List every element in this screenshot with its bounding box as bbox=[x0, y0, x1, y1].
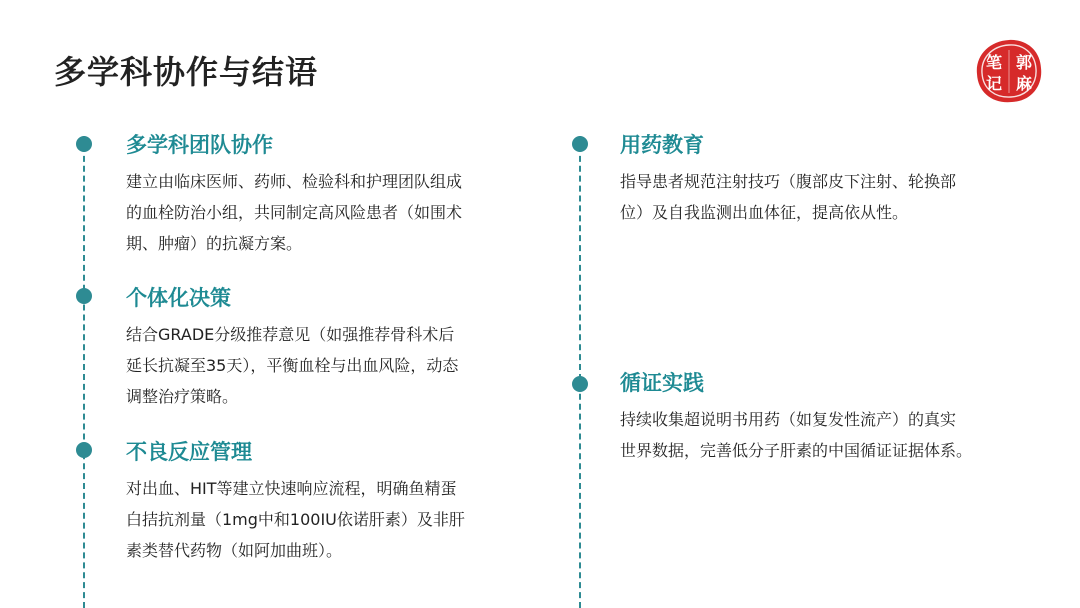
section-body bbox=[126, 166, 536, 259]
section-adverse-reaction-management bbox=[126, 437, 536, 566]
section-medication-education bbox=[620, 130, 1030, 228]
section-body bbox=[620, 166, 1030, 228]
slide-title: 多学科协作与结语 bbox=[54, 53, 319, 91]
timeline-dot bbox=[76, 288, 92, 304]
text-line: 调整治疗策略。 bbox=[126, 387, 239, 406]
timeline-line-right bbox=[579, 136, 581, 608]
text-line: 指导患者规范注射技巧（腹部皮下注射、轮换部 bbox=[620, 172, 957, 191]
section-title: 不良反应管理 bbox=[126, 440, 252, 464]
text-line: 对出血、HIT等建立快速响应流程，明确鱼精蛋 bbox=[126, 479, 457, 498]
svg-text:麻: 麻 bbox=[1015, 74, 1033, 93]
section-individualized-decision bbox=[126, 283, 536, 412]
section-title: 个体化决策 bbox=[126, 286, 231, 310]
timeline-line-left bbox=[83, 136, 85, 608]
section-body bbox=[126, 319, 536, 412]
timeline-dot bbox=[76, 442, 92, 458]
svg-text:笔: 笔 bbox=[985, 53, 1003, 72]
text-line: 世界数据，完善低分子肝素的中国循证证据体系。 bbox=[620, 441, 973, 460]
text-line: 的血栓防治小组，共同制定高风险患者（如围术 bbox=[126, 203, 463, 222]
section-title: 多学科团队协作 bbox=[126, 133, 273, 157]
section-evidence-based-practice bbox=[620, 368, 1030, 466]
section-body bbox=[620, 404, 1030, 466]
section-body bbox=[126, 473, 536, 566]
text-line: 素类替代药物（如阿加曲班）。 bbox=[126, 541, 343, 560]
text-line: 期、肿瘤）的抗凝方案。 bbox=[126, 234, 303, 253]
text-line: 结合GRADE分级推荐意见（如强推荐骨科术后 bbox=[126, 325, 455, 344]
svg-text:郭: 郭 bbox=[1015, 53, 1033, 72]
section-title: 用药教育 bbox=[620, 133, 704, 157]
text-line: 持续收集超说明书用药（如复发性流产）的真实 bbox=[620, 410, 957, 429]
svg-text:记: 记 bbox=[985, 74, 1003, 93]
timeline-dot bbox=[76, 136, 92, 152]
section-multidisciplinary-team bbox=[126, 130, 536, 259]
text-line: 延长抗凝至35天），平衡血栓与出血风险，动态 bbox=[126, 356, 459, 375]
text-line: 位）及自我监测出血体征，提高依从性。 bbox=[620, 203, 909, 222]
text-line: 建立由临床医师、药师、检验科和护理团队组成 bbox=[126, 172, 463, 191]
seal-stamp-logo bbox=[974, 38, 1044, 104]
timeline-dot bbox=[572, 136, 588, 152]
text-line: 白拮抗剂量（1mg中和100IU依诺肝素）及非肝 bbox=[126, 510, 465, 529]
section-title: 循证实践 bbox=[620, 371, 704, 395]
timeline-dot bbox=[572, 376, 588, 392]
